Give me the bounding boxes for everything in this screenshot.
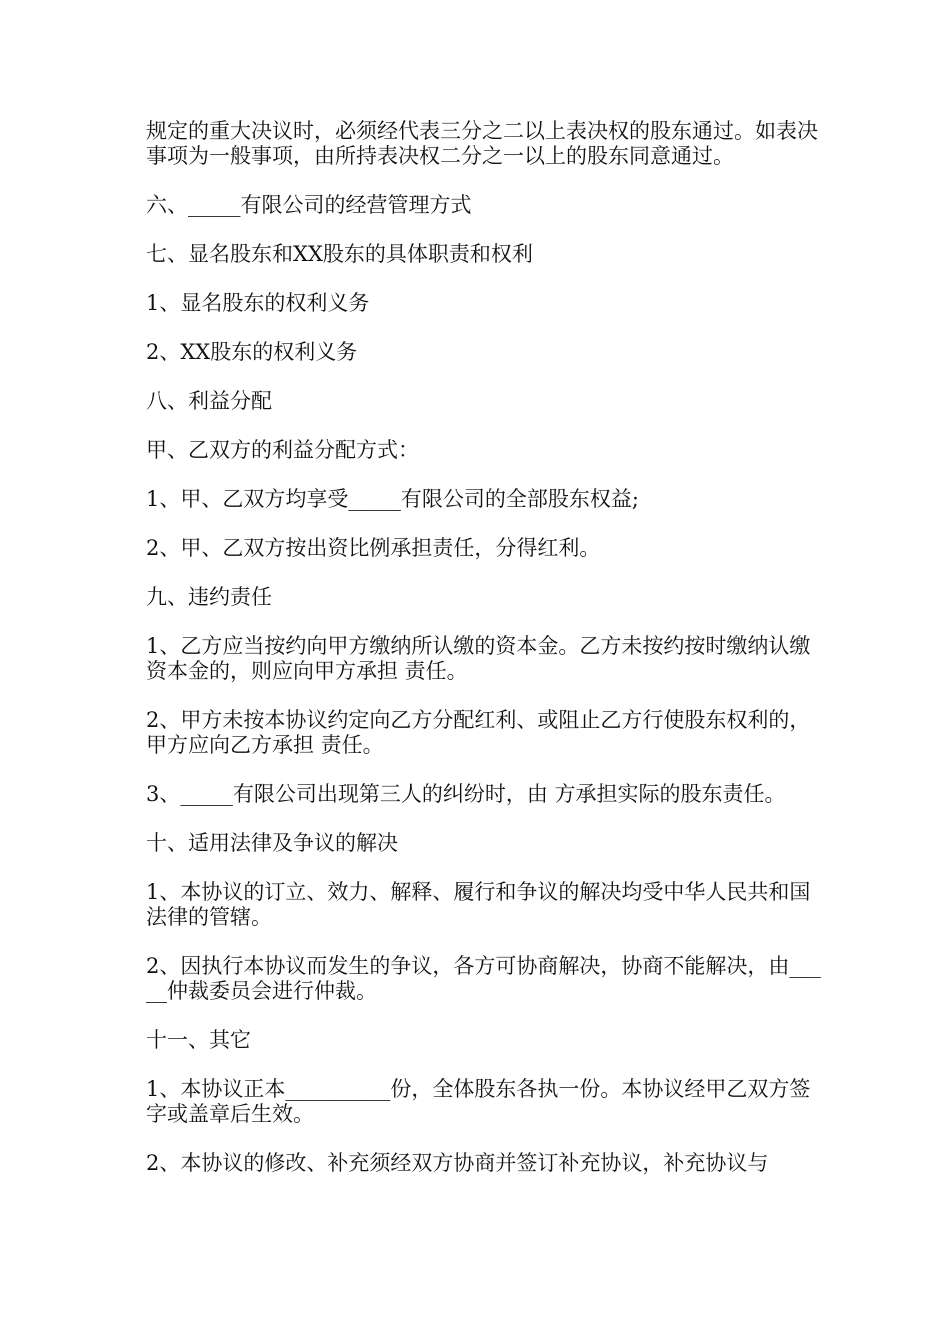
clause-8-intro: 甲、乙双方的利益分配方式： [146,438,419,462]
section-heading-6: 六、_____有限公司的经营管理方式 [146,193,472,217]
section-heading-11: 十一、其它 [146,1028,251,1052]
section-heading-8: 八、利益分配 [146,389,272,413]
clause-9-2: 2、甲方未按本协议约定向乙方分配红利、或阻止乙方行使股东权利的，甲方应向乙方承担 责任。 [146,708,811,757]
section-heading-9: 九、违约责任 [146,585,272,609]
clause-8-1: 1、甲、乙双方均享受_____有限公司的全部股东权益; [146,487,639,511]
clause-9-1: 1、乙方应当按约向甲方缴纳所认缴的资本金。乙方未按约按时缴纳认缴资本金的，则应向甲方承担 责任。 [146,634,811,683]
section-heading-7: 七、显名股东和XX股东的具体职责和权利 [146,242,533,266]
clause-9-3: 3、_____有限公司出现第三人的纠纷时，由 方承担实际的股东责任。 [146,782,786,806]
clause-7-1: 1、显名股东的权利义务 [146,291,370,315]
clause-11-2: 2、本协议的修改、补充须经双方协商并签订补充协议，补充协议与 [146,1151,769,1175]
section-heading-10: 十、适用法律及争议的解决 [146,831,398,855]
clause-7-2: 2、XX股东的权利义务 [146,340,358,364]
clause-10-1: 1、本协议的订立、效力、解释、履行和争议的解决均受中华人民共和国法律的管辖。 [146,880,811,929]
paragraph-continuation-voting: 规定的重大决议时，必须经代表三分之二以上表决权的股东通过。如表决事项为一般事项，由所持表决权二分之一以上的股东同意通过。 [146,119,818,168]
clause-11-1: 1、本协议正本__________份，全体股东各执一份。本协议经甲乙双方签字或盖章后生效。 [146,1077,811,1126]
document-body [146,119,826,1200]
clause-10-2: 2、因执行本协议而发生的争议，各方可协商解决，协商不能解决，由_____仲裁委员会进行仲裁。 [146,954,821,1003]
clause-8-2: 2、甲、乙双方按出资比例承担责任，分得红利。 [146,536,601,560]
